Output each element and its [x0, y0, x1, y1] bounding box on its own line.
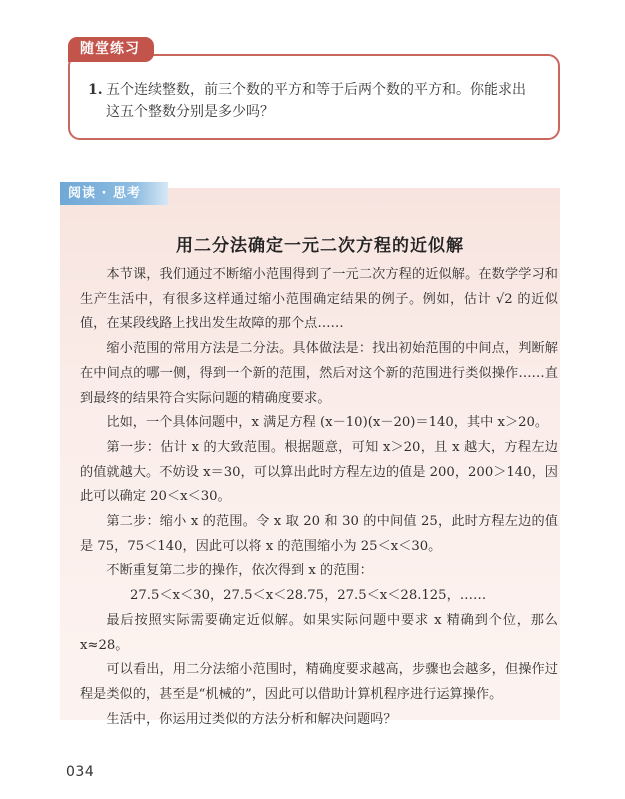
paragraph-example: 比如，一个具体问题中，x 满足方程 (x－10)(x－20)＝140，其中 x＞20。	[106, 415, 549, 431]
exercise-text-line1: 五个连续整数，前三个数的平方和等于后两个数的平方和。你能求出	[106, 82, 526, 98]
paragraph-step1: 第一步：估计 x 的大致范围。根据题意，可知 x＞20，且 x 越大，方程左边的值就越大。不妨设 x＝30，可以算出此时方程左边的值是 200，200＞140，因此可以确定 20＜x＜30。	[80, 439, 558, 505]
paragraph-intro: 本节课，我们通过不断缩小范围得到了一元二次方程的近似解。在数学学习和生产生活中，有很多这样通过缩小范围确定结果的例子。例如，估计 √2 的近似值，在某段线路上找出发生故障的那个点……	[80, 267, 558, 332]
exercise-text-line2: 这五个整数分别是多少吗？	[106, 104, 274, 120]
paragraph-final: 最后按照实际需要确定近似解。如果实际问题中要求 x 精确到个位，那么 x≈28。	[80, 612, 558, 653]
exercise-tag: 随堂练习	[68, 37, 154, 62]
reading-tag: 阅读 · 思考	[60, 182, 168, 205]
paragraph-repeat: 不断重复第二步的操作，依次得到 x 的范围：	[106, 563, 373, 579]
exercise-number: 1.	[88, 82, 103, 98]
reading-body	[80, 263, 558, 732]
reading-title: 用二分法确定一元二次方程的近似解	[176, 236, 464, 256]
exercise-question	[88, 79, 544, 123]
paragraph-conclusion: 可以看出，用二分法缩小范围时，精确度要求越高，步骤也会越多，但操作过程是类似的，甚至是“机械的”，因此可以借助计算机程序进行运算操作。	[80, 662, 558, 702]
page-number: 034	[66, 764, 95, 780]
paragraph-step2: 第二步：缩小 x 的范围。令 x 取 20 和 30 的中间值 25，此时方程左边的值是 75，75＜140，因此可以将 x 的范围缩小为 25＜x＜30。	[80, 514, 558, 554]
paragraph-question: 生活中，你运用过类似的方法分析和解决问题吗？	[106, 711, 397, 727]
paragraph-ranges: 27.5＜x＜30，27.5＜x＜28.75，27.5＜x＜28.125，……	[130, 588, 487, 604]
paragraph-method: 缩小范围的常用方法是二分法。具体做法是：找出初始范围的中间点，判断解在中间点的哪一侧，得到一个新的范围，然后对这个新的范围进行类似操作……直到最终的结果符合实际问题的精确度要求。	[80, 341, 558, 406]
